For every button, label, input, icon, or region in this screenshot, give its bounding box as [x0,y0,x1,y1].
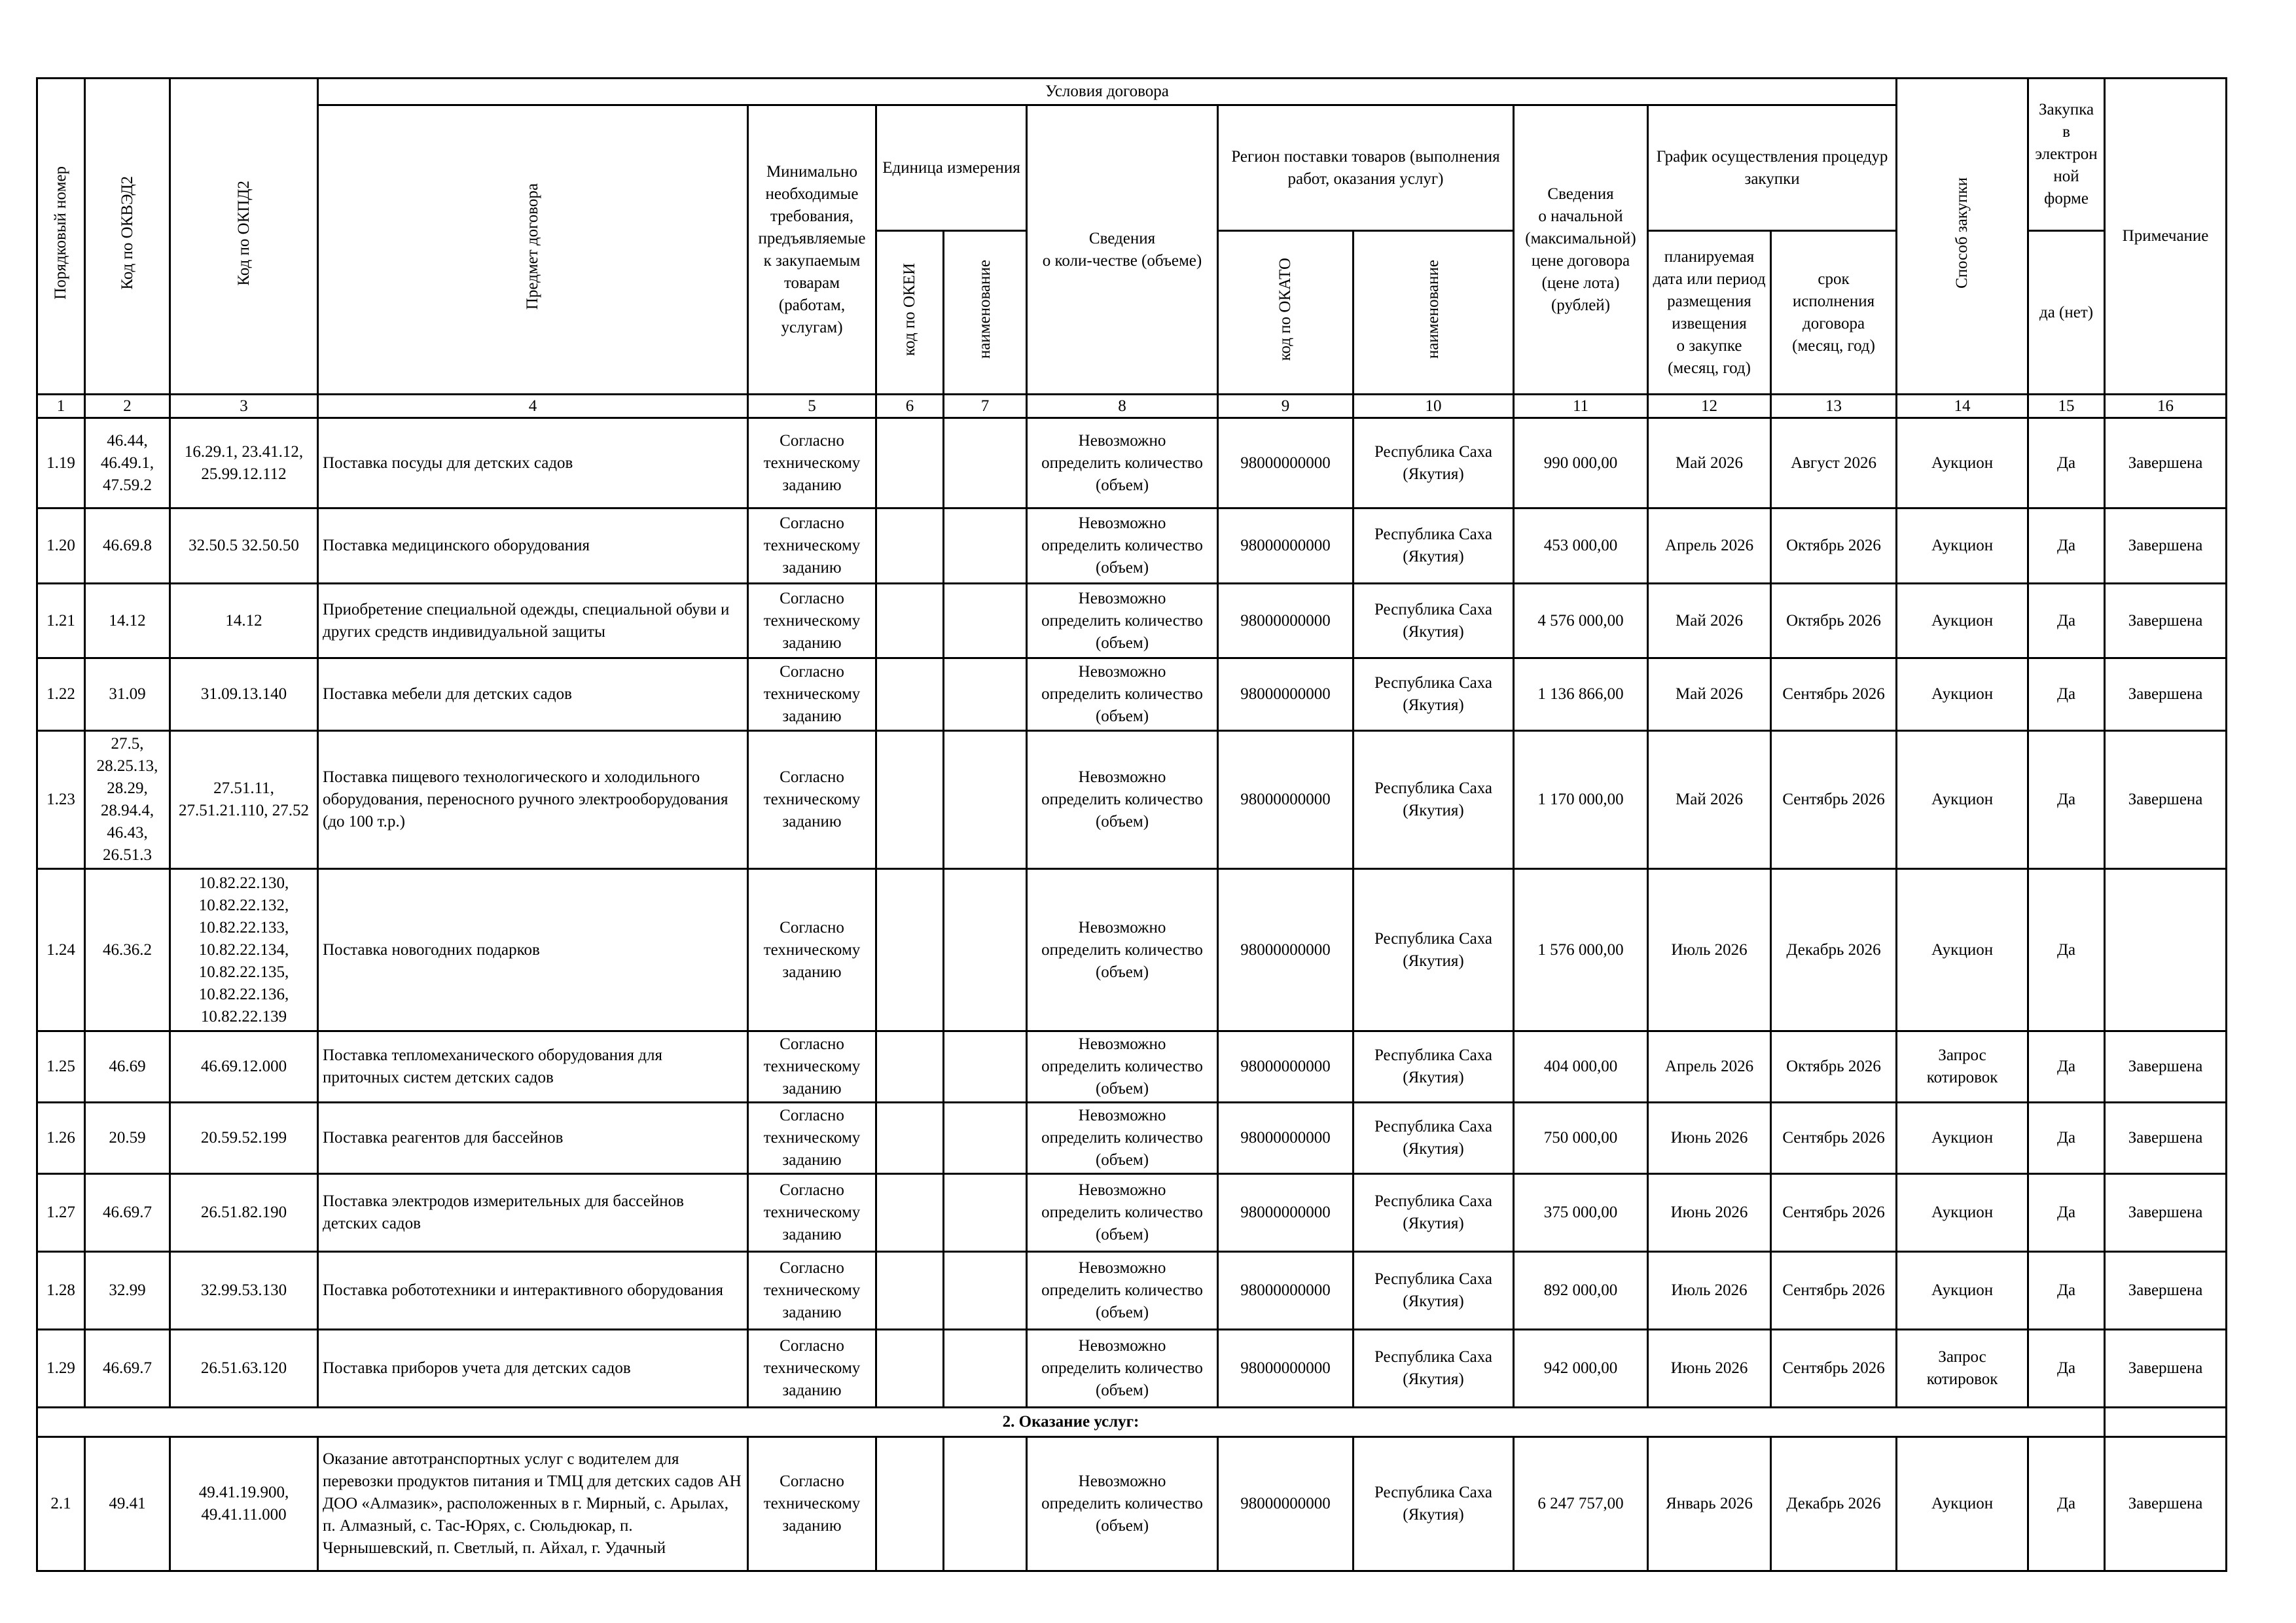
okved-code: 46.69 [85,1031,170,1103]
okved-code: 14.12 [85,584,170,658]
unit-name [944,1437,1027,1571]
initial-price: 892 000,00 [1514,1252,1648,1330]
requirements: Согласно техническому заданию [748,584,876,658]
note: Завершена [2105,1174,2227,1252]
okato-code: 98000000000 [1218,1437,1354,1571]
header-okei-code: код по ОКЕИ [876,231,944,395]
okei-code [876,658,944,731]
header-procurement-method: Способ закупки [1897,79,2028,395]
quantity: Невозможно определить количество (объем) [1027,1174,1218,1252]
column-number: 13 [1771,395,1897,418]
table-row [37,1437,2227,1571]
unit-name [944,418,1027,508]
okpd-code: 16.29.1, 23.41.12, 25.99.12.112 [170,418,318,508]
procurement-method: Запрос котировок [1897,1330,2028,1408]
row-number: 1.27 [37,1174,85,1252]
quantity: Невозможно определить количество (объем) [1027,869,1218,1031]
planned-date: Апрель 2026 [1648,1031,1771,1103]
table-row [37,869,2227,1031]
okved-code: 46.44, 46.49.1, 47.59.2 [85,418,170,508]
requirements: Согласно техническому заданию [748,1103,876,1174]
requirements: Согласно техническому заданию [748,1330,876,1408]
contract-term: Декабрь 2026 [1771,869,1897,1031]
header-okved2: Код по ОКВЭД2 [85,79,170,395]
requirements: Согласно техническому заданию [748,869,876,1031]
okato-code: 98000000000 [1218,869,1354,1031]
table-row [37,584,2227,658]
procurement-plan-page [36,77,2225,1572]
initial-price: 1 576 000,00 [1514,869,1648,1031]
column-numbers-row [37,395,2227,418]
header-contract-conditions: Условия договора [318,79,1897,105]
column-number: 9 [1218,395,1354,418]
electronic-form: Да [2028,584,2105,658]
okpd-code: 32.50.5 32.50.50 [170,508,318,584]
table-row [37,658,2227,731]
okato-code: 98000000000 [1218,1103,1354,1174]
electronic-form: Да [2028,1031,2105,1103]
row-number: 1.26 [37,1103,85,1174]
requirements: Согласно техническому заданию [748,508,876,584]
initial-price: 750 000,00 [1514,1103,1648,1174]
requirements: Согласно техническому заданию [748,1437,876,1571]
quantity: Невозможно определить количество (объем) [1027,1330,1218,1408]
procurement-method: Аукцион [1897,869,2028,1031]
planned-date: Май 2026 [1648,418,1771,508]
region-name: Республика Саха (Якутия) [1354,1103,1514,1174]
note: Завершена [2105,731,2227,869]
okpd-code: 27.51.11, 27.51.21.110, 27.52 [170,731,318,869]
quantity: Невозможно определить количество (объем) [1027,731,1218,869]
okved-code: 46.36.2 [85,869,170,1031]
region-name: Республика Саха (Якутия) [1354,1330,1514,1408]
contract-term: Сентябрь 2026 [1771,1330,1897,1408]
quantity: Невозможно определить количество (объем) [1027,1252,1218,1330]
initial-price: 1 136 866,00 [1514,658,1648,731]
contract-subject: Поставка медицинского оборудования [318,508,748,584]
electronic-form: Да [2028,731,2105,869]
row-number: 1.19 [37,418,85,508]
contract-term: Декабрь 2026 [1771,1437,1897,1571]
okpd-code: 14.12 [170,584,318,658]
planned-date: Июль 2026 [1648,1252,1771,1330]
procurement-method: Аукцион [1897,1252,2028,1330]
procurement-method: Аукцион [1897,731,2028,869]
contract-subject: Поставка реагентов для бассейнов [318,1103,748,1174]
okei-code [876,1330,944,1408]
contract-subject: Поставка приборов учета для детских садов [318,1330,748,1408]
contract-subject: Поставка посуды для детских садов [318,418,748,508]
okpd-code: 32.99.53.130 [170,1252,318,1330]
okved-code: 27.5, 28.25.13, 28.29, 28.94.4, 46.43, 26.51.3 [85,731,170,869]
header-note: Примечание [2105,79,2227,395]
unit-name [944,584,1027,658]
note: Завершена [2105,418,2227,508]
okei-code [876,418,944,508]
section-row [37,1408,2227,1437]
section-empty-cell [2105,1408,2227,1437]
requirements: Согласно техническому заданию [748,1174,876,1252]
initial-price: 4 576 000,00 [1514,584,1648,658]
okved-code: 20.59 [85,1103,170,1174]
initial-price: 942 000,00 [1514,1330,1648,1408]
procurement-table [36,77,2227,1572]
column-number: 12 [1648,395,1771,418]
procurement-method: Аукцион [1897,584,2028,658]
unit-name [944,869,1027,1031]
column-number: 4 [318,395,748,418]
quantity: Невозможно определить количество (объем) [1027,584,1218,658]
contract-term: Сентябрь 2026 [1771,658,1897,731]
okato-code: 98000000000 [1218,584,1354,658]
column-number: 16 [2105,395,2227,418]
unit-name [944,1031,1027,1103]
contract-subject: Поставка тепломеханического оборудования для приточных систем детских садов [318,1031,748,1103]
row-number: 1.22 [37,658,85,731]
unit-name [944,1103,1027,1174]
header-min-requirements: Минимально необходимые требования, предъявляемые к закупаемым товарам (работам, услугам) [748,105,876,395]
okei-code [876,1437,944,1571]
column-number: 7 [944,395,1027,418]
table-row [37,1174,2227,1252]
quantity: Невозможно определить количество (объем) [1027,418,1218,508]
header-unit-name: наименование [944,231,1027,395]
note: Завершена [2105,658,2227,731]
note: Завершена [2105,584,2227,658]
planned-date: Июль 2026 [1648,869,1771,1031]
initial-price: 6 247 757,00 [1514,1437,1648,1571]
column-number: 14 [1897,395,2028,418]
region-name: Республика Саха (Якутия) [1354,1252,1514,1330]
procurement-method: Аукцион [1897,508,2028,584]
note: Завершена [2105,508,2227,584]
region-name: Республика Саха (Якутия) [1354,1174,1514,1252]
header-electronic-form: Закупка в электрон ной форме [2028,79,2105,231]
header-okpd2: Код по ОКПД2 [170,79,318,395]
initial-price: 990 000,00 [1514,418,1648,508]
okved-code: 46.69.8 [85,508,170,584]
note: Завершена [2105,1252,2227,1330]
okei-code [876,1031,944,1103]
electronic-form: Да [2028,1330,2105,1408]
okved-code: 31.09 [85,658,170,731]
note: Завершена [2105,1330,2227,1408]
column-number: 5 [748,395,876,418]
region-name: Республика Саха (Якутия) [1354,508,1514,584]
okpd-code: 26.51.82.190 [170,1174,318,1252]
row-number: 1.28 [37,1252,85,1330]
requirements: Согласно техническому заданию [748,1031,876,1103]
header-yes-no: да (нет) [2028,231,2105,395]
procurement-method: Аукцион [1897,658,2028,731]
contract-subject: Поставка новогодних подарков [318,869,748,1031]
electronic-form: Да [2028,658,2105,731]
row-number: 2.1 [37,1437,85,1571]
electronic-form: Да [2028,1437,2105,1571]
requirements: Согласно техническому заданию [748,1252,876,1330]
initial-price: 1 170 000,00 [1514,731,1648,869]
contract-term: Сентябрь 2026 [1771,731,1897,869]
quantity: Невозможно определить количество (объем) [1027,658,1218,731]
quantity: Невозможно определить количество (объем) [1027,1437,1218,1571]
unit-name [944,1330,1027,1408]
okato-code: 98000000000 [1218,658,1354,731]
table-row [37,508,2227,584]
okato-code: 98000000000 [1218,1252,1354,1330]
column-number: 3 [170,395,318,418]
okved-code: 46.69.7 [85,1330,170,1408]
header-initial-price: Сведения о начальной (максимальной) цене договора (цене лота) (рублей) [1514,105,1648,395]
table-row [37,418,2227,508]
initial-price: 453 000,00 [1514,508,1648,584]
okpd-code: 26.51.63.120 [170,1330,318,1408]
planned-date: Июнь 2026 [1648,1174,1771,1252]
row-number: 1.20 [37,508,85,584]
okato-code: 98000000000 [1218,508,1354,584]
row-number: 1.23 [37,731,85,869]
requirements: Согласно техническому заданию [748,418,876,508]
row-number: 1.21 [37,584,85,658]
header-order-number: Порядковый номер [37,79,85,395]
okpd-code: 10.82.22.130, 10.82.22.132, 10.82.22.133, 10.82.22.134, 10.82.22.135, 10.82.22.136, 10.82.22.139 [170,869,318,1031]
electronic-form: Да [2028,1252,2105,1330]
okei-code [876,508,944,584]
header-contract-subject: Предмет договора [318,105,748,395]
okei-code [876,1252,944,1330]
table-body [37,395,2227,1571]
okpd-code: 20.59.52.199 [170,1103,318,1174]
okei-code [876,1103,944,1174]
row-number: 1.29 [37,1330,85,1408]
planned-date: Май 2026 [1648,658,1771,731]
section-title: 2. Оказание услуг: [37,1408,2105,1437]
planned-date: Июнь 2026 [1648,1330,1771,1408]
column-number: 6 [876,395,944,418]
okato-code: 98000000000 [1218,1330,1354,1408]
header-schedule-group: График осуществления процедур закупки [1648,105,1897,231]
column-number: 10 [1354,395,1514,418]
header-quantity: Сведения о коли-честве (объеме) [1027,105,1218,395]
contract-subject: Оказание автотранспортных услуг с водителем для перевозки продуктов питания и ТМЦ для детских садов АН ДОО «Алмазик», расположенных в г. Мирный, с. Арылах, п. Алмазный, с. Тас-Юрях, с. Сюльдюкар, п. Чернышевский, п. Светлый, п. Айхал, г. Удачный [318,1437,748,1571]
okato-code: 98000000000 [1218,731,1354,869]
unit-name [944,731,1027,869]
requirements: Согласно техническому заданию [748,731,876,869]
quantity: Невозможно определить количество (объем) [1027,1031,1218,1103]
header-contract-term: срок исполнения договора (месяц, год) [1771,231,1897,395]
note: Завершена [2105,1103,2227,1174]
procurement-method: Аукцион [1897,1174,2028,1252]
procurement-method: Запрос котировок [1897,1031,2028,1103]
contract-term: Сентябрь 2026 [1771,1103,1897,1174]
unit-name [944,658,1027,731]
electronic-form: Да [2028,418,2105,508]
contract-subject: Поставка электродов измерительных для бассейнов детских садов [318,1174,748,1252]
initial-price: 404 000,00 [1514,1031,1648,1103]
unit-name [944,1252,1027,1330]
okato-code: 98000000000 [1218,1174,1354,1252]
procurement-method: Аукцион [1897,1103,2028,1174]
initial-price: 375 000,00 [1514,1174,1648,1252]
okei-code [876,1174,944,1252]
okei-code [876,584,944,658]
contract-term: Сентябрь 2026 [1771,1174,1897,1252]
note: Завершена [2105,1031,2227,1103]
okved-code: 49.41 [85,1437,170,1571]
region-name: Республика Саха (Якутия) [1354,584,1514,658]
electronic-form: Да [2028,869,2105,1031]
okved-code: 32.99 [85,1252,170,1330]
electronic-form: Да [2028,1103,2105,1174]
procurement-method: Аукцион [1897,418,2028,508]
contract-term: Октябрь 2026 [1771,584,1897,658]
okved-code: 46.69.7 [85,1174,170,1252]
region-name: Республика Саха (Якутия) [1354,658,1514,731]
contract-subject: Поставка пищевого технологического и холодильного оборудования, переносного ручного электрооборудования (до 100 т.р.) [318,731,748,869]
table-row [37,1252,2227,1330]
column-number: 15 [2028,395,2105,418]
okpd-code: 31.09.13.140 [170,658,318,731]
table-row [37,1031,2227,1103]
quantity: Невозможно определить количество (объем) [1027,508,1218,584]
table-header [37,79,2227,395]
header-okato-code: код по ОКАТО [1218,231,1354,395]
region-name: Республика Саха (Якутия) [1354,1031,1514,1103]
procurement-method: Аукцион [1897,1437,2028,1571]
okato-code: 98000000000 [1218,1031,1354,1103]
column-number: 8 [1027,395,1218,418]
planned-date: Июнь 2026 [1648,1103,1771,1174]
planned-date: Май 2026 [1648,731,1771,869]
region-name: Республика Саха (Якутия) [1354,418,1514,508]
table-row [37,731,2227,869]
column-number: 1 [37,395,85,418]
okpd-code: 49.41.19.900, 49.41.11.000 [170,1437,318,1571]
electronic-form: Да [2028,508,2105,584]
region-name: Республика Саха (Якутия) [1354,869,1514,1031]
column-number: 11 [1514,395,1648,418]
contract-term: Август 2026 [1771,418,1897,508]
region-name: Республика Саха (Якутия) [1354,1437,1514,1571]
okei-code [876,731,944,869]
okpd-code: 46.69.12.000 [170,1031,318,1103]
contract-subject: Поставка робототехники и интерактивного оборудования [318,1252,748,1330]
okato-code: 98000000000 [1218,418,1354,508]
unit-name [944,508,1027,584]
requirements: Согласно техническому заданию [748,658,876,731]
column-number: 2 [85,395,170,418]
unit-name [944,1174,1027,1252]
contract-term: Октябрь 2026 [1771,1031,1897,1103]
electronic-form: Да [2028,1174,2105,1252]
contract-subject: Приобретение специальной одежды, специальной обуви и других средств индивидуальной защиты [318,584,748,658]
table-row [37,1103,2227,1174]
row-number: 1.24 [37,869,85,1031]
contract-term: Октябрь 2026 [1771,508,1897,584]
planned-date: Январь 2026 [1648,1437,1771,1571]
planned-date: Май 2026 [1648,584,1771,658]
note: Завершена [2105,1437,2227,1571]
header-region-group: Регион поставки товаров (выполнения работ, оказания услуг) [1218,105,1514,231]
contract-term: Сентябрь 2026 [1771,1252,1897,1330]
planned-date: Апрель 2026 [1648,508,1771,584]
contract-subject: Поставка мебели для детских садов [318,658,748,731]
region-name: Республика Саха (Якутия) [1354,731,1514,869]
header-region-name: наименование [1354,231,1514,395]
row-number: 1.25 [37,1031,85,1103]
quantity: Невозможно определить количество (объем) [1027,1103,1218,1174]
header-planned-date: планируемая дата или период размещения извещения о закупке (месяц, год) [1648,231,1771,395]
header-unit-group: Единица измерения [876,105,1027,231]
table-row [37,1330,2227,1408]
note [2105,869,2227,1031]
okei-code [876,869,944,1031]
